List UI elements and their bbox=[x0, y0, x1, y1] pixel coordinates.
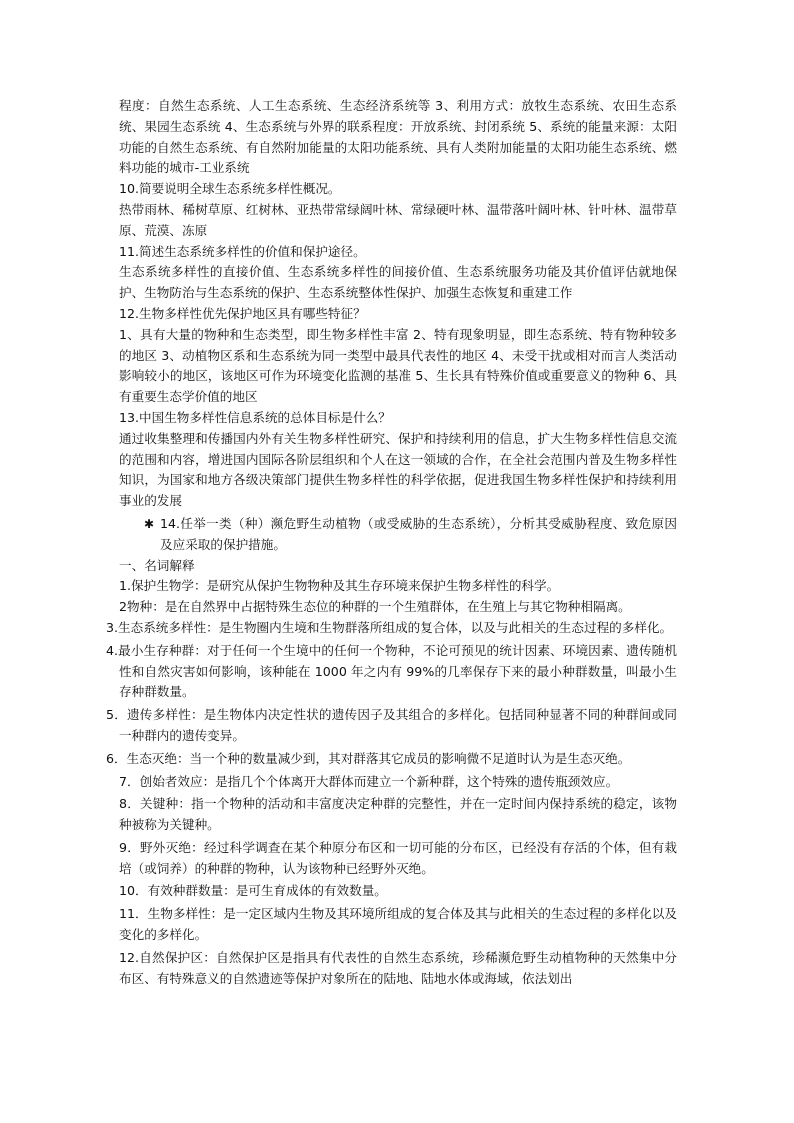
definition-11: 11．生物多样性：是一定区域内生物及其环境所组成的复合体及其与此相关的生态过程的多样化以及变化的多样化。 bbox=[119, 906, 677, 943]
definition-12: 12.自然保护区：自然保护区是指具有代表性的自然生态系统，珍稀濒危野生动植物种的天然集中分布区、有特殊意义的自然遗迹等保护对象所在的陆地、陆地水体或海域，依法划出 bbox=[119, 949, 677, 986]
definition-9: 9．野外灭绝：经过科学调查在某个种原分布区和一切可能的分布区，已经没有存活的个体，但有栽培（或饲养）的种群的物种，认为该物种已经野外灭绝。 bbox=[119, 839, 677, 876]
answer-13: 通过收集整理和传播国内外有关生物多样性研究、保护和持续利用的信息，扩大生物多样性信息交流的范围和内容，增进国内国际各阶层组织和个人在这一领域的合作，在全社会范围内普及生物多样性知识，为国家和地方各级决策部门提供生物多样性的科学依据，促进我国生物多样性保护和持续利用事业的发展 bbox=[119, 430, 677, 509]
definition-10: 10．有效种群数量：是可生育成体的有效数量。 bbox=[119, 883, 387, 899]
document-body bbox=[106, 96, 677, 989]
section-title: 一、名词解释 bbox=[119, 557, 195, 573]
answer-10: 热带雨林、稀树草原、红树林、亚热带常绿阔叶林、常绿硬叶林、温带落叶阔叶林、针叶林、温带草原、荒漠、冻原 bbox=[119, 201, 677, 238]
question-14-bullet bbox=[119, 514, 677, 556]
question-13: 13.中国生物多样性信息系统的总体目标是什么？ bbox=[119, 409, 391, 425]
answer-12: 1、具有大量的物种和生态类型，即生物多样性丰富 2、特有现象明显，即生态系统、特有物种较多的地区 3、动植物区系和生态系统为同一类型中最具代表性的地区 4、未受干扰或相对而言人类活动影响较小的地区，该地区可作为环境变化监测的基准 5、生长具有特殊价值或重要意义的物种 6、具有重要生态学价值的地区 bbox=[119, 326, 677, 405]
paragraph-ecosystem-classification: 程度：自然生态系统、人工生态系统、生态经济系统等 3、利用方式：放牧生态系统、农田生态系统、果园生态系统 4、生态系统与外界的联系程度：开放系统、封闭系统 5、系统的能量来源：太阳功能的自然生态系统、有自然附加能量的太阳功能系统、具有人类附加能量的太阳功能生态系统、燃料功能的城市-工业系统 bbox=[119, 98, 677, 176]
definition-4: 4.最小生存种群：对于任何一个生境中的任何一个物种，不论可预见的统计因素、环境因素、遗传随机性和自然灾害如何影响，该种能在 1000 年之内有 99%的几率保存下来的最小种群数量，叫最小生存种群数量。 bbox=[106, 642, 677, 700]
question-12: 12.生物多样性优先保护地区具有哪些特征？ bbox=[119, 305, 366, 321]
question-14: 14.任举一类（种）濒危野生动植物（或受威胁的生态系统），分析其受威胁程度、致危原因及应采取的保护措施。 bbox=[160, 515, 677, 552]
definition-8: 8．关键种：指一个物种的活动和丰富度决定种群的完整性，并在一定时间内保持系统的稳定，该物种被称为关键种。 bbox=[119, 796, 677, 833]
definition-3: 3.生态系统多样性：是生物圈内生境和生物群落所组成的复合体，以及与此相关的生态过程的多样化。 bbox=[106, 619, 673, 635]
definition-7: 7．创始者效应：是指几个个体离开大群体而建立一个新种群，这个特殊的遗传瓶颈效应。 bbox=[119, 773, 619, 789]
definition-2: 2物种：是在自然界中占据特殊生态位的种群的一个生殖群体，在生殖上与其它物种相隔离。 bbox=[119, 599, 631, 615]
question-10: 10.简要说明全球生态系统多样性概况。 bbox=[119, 181, 341, 197]
definition-6: 6．生态灭绝：当一个种的数量减少到，其对群落其它成员的影响微不足道时认为是生态灭绝。 bbox=[106, 750, 631, 766]
question-11: 11.简述生态系统多样性的价值和保护途径。 bbox=[119, 243, 366, 259]
definition-5: 5．遗传多样性：是生物体内决定性状的遗传因子及其组合的多样化。包括同种显著不同的种群间或同一种群内的遗传变异。 bbox=[106, 707, 677, 743]
definition-1: 1.保护生物学：是研究从保护生物物种及其生存环境来保护生物多样性的科学。 bbox=[119, 578, 560, 594]
answer-11: 生态系统多样性的直接价值、生态系统多样性的间接价值、生态系统服务功能及其价值评估就地保护、生物防治与生态系统的保护、生态系统整体性保护、加强生态恢复和重建工作 bbox=[119, 264, 677, 301]
asterisk-bullet-icon: ✱ bbox=[144, 516, 155, 531]
